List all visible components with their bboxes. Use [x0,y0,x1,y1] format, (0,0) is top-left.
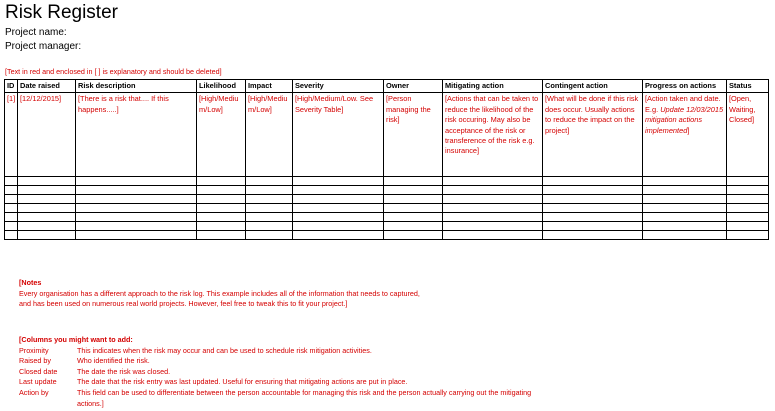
empty-cell[interactable] [643,195,727,204]
column-name: Closed date [19,366,58,376]
empty-cell[interactable] [197,204,246,213]
empty-cell[interactable] [543,177,643,186]
empty-cell[interactable] [727,231,769,240]
empty-cell[interactable] [384,195,443,204]
column-desc: This indicates when the risk may occur and can be used to schedule risk mitigation activities. [77,345,372,355]
empty-cell[interactable] [727,222,769,231]
empty-cell[interactable] [643,231,727,240]
empty-cell[interactable] [5,222,18,231]
empty-cell[interactable] [293,213,384,222]
empty-cell[interactable] [543,231,643,240]
empty-cell[interactable] [5,204,18,213]
col-header-likelihood: Likelihood [197,80,246,93]
empty-cell[interactable] [384,222,443,231]
empty-cell[interactable] [293,186,384,195]
column-name: Proximity [19,345,49,355]
empty-cell[interactable] [5,195,18,204]
empty-cell[interactable] [727,177,769,186]
empty-cell[interactable] [293,231,384,240]
col-header-id: ID [5,80,18,93]
empty-cell[interactable] [293,204,384,213]
notes-line-2: and has been used on numerous real world projects. However, feel free to tweak this to fit your project.] [19,299,348,309]
empty-cell[interactable] [293,222,384,231]
column-desc: The date that the risk entry was last updated. Useful for ensuring that mitigating actions are put in place. [77,377,408,387]
column-suggestion [19,367,547,378]
empty-cell[interactable] [5,186,18,195]
additional-columns-heading: [Columns you might want to add: [19,335,133,344]
empty-cell[interactable] [727,195,769,204]
empty-cell[interactable] [727,213,769,222]
empty-cell[interactable] [197,195,246,204]
empty-cell[interactable] [443,186,543,195]
column-suggestion [19,356,547,367]
column-name: Last update [19,377,57,387]
col-header-contingent-action: Contingent action [543,80,643,93]
empty-cell[interactable] [293,177,384,186]
empty-cell[interactable] [543,222,643,231]
page-title: Risk Register [5,2,118,23]
notes-section [19,278,420,310]
col-header-progress: Progress on actions [643,80,727,93]
empty-cell[interactable] [384,213,443,222]
notes-heading: [Notes [19,278,42,287]
empty-cell[interactable] [197,186,246,195]
column-suggestion [19,346,547,357]
empty-cell[interactable] [246,213,293,222]
empty-cell[interactable] [643,177,727,186]
col-header-risk-description: Risk description [76,80,197,93]
empty-cell[interactable] [18,204,76,213]
empty-cell[interactable] [76,231,197,240]
column-desc: This field can be used to differentiate between the person accountable for managing this risk and the person actually carrying out the mitigating actions.] [77,387,532,408]
empty-cell[interactable] [246,231,293,240]
empty-cell[interactable] [18,213,76,222]
empty-cell[interactable] [543,186,643,195]
table-row [5,204,769,213]
cell-mitigating-action[interactable]: [Actions that can be taken to reduce the likelihood of the risk occuring. May also be acceptance of the risk or transference of the risk e.g. insurance] [443,93,543,177]
col-header-severity: Severity [293,80,384,93]
empty-cell[interactable] [543,195,643,204]
cell-date-raised[interactable]: [12/12/2015] [18,93,76,177]
column-desc: The date the risk was closed. [77,366,171,376]
risk-register-table [4,79,769,240]
explanatory-note: [Text in red and enclosed in [ ] is explanatory and should be deleted] [5,67,222,76]
empty-cell[interactable] [443,222,543,231]
empty-cell[interactable] [293,195,384,204]
empty-cell[interactable] [18,195,76,204]
cell-contingent-action[interactable]: [What will be done if this risk does occur. Usually actions to reduce the impact on the project] [543,93,643,177]
empty-cell[interactable] [443,177,543,186]
progress-suffix: ] [687,125,690,135]
empty-cell[interactable] [18,231,76,240]
project-name-label: Project name: [5,27,67,38]
table-row [5,177,769,186]
additional-columns-section [19,335,547,409]
empty-cell[interactable] [5,231,18,240]
empty-cell[interactable] [384,204,443,213]
empty-cell[interactable] [246,222,293,231]
column-name: Action by [19,387,49,397]
empty-cell[interactable] [543,213,643,222]
table-row [5,195,769,204]
empty-cell[interactable] [443,231,543,240]
empty-cell[interactable] [197,213,246,222]
cell-likelihood[interactable]: [High/Medium/Low] [197,93,246,177]
empty-cell[interactable] [76,186,197,195]
table-row [5,231,769,240]
column-desc: Who identified the risk. [77,356,150,366]
cell-owner[interactable]: [Person managing the risk] [384,93,443,177]
table-header-row [5,80,769,93]
empty-cell[interactable] [643,213,727,222]
empty-cell[interactable] [197,177,246,186]
notes-line-1: Every organisation has a different approach to the risk log. This example includes all of the information that needs to captured, [19,288,420,298]
empty-cell[interactable] [5,177,18,186]
empty-cell[interactable] [543,204,643,213]
cell-status[interactable]: [Open, Waiting, Closed] [727,93,769,177]
empty-cell[interactable] [18,186,76,195]
empty-cell[interactable] [443,204,543,213]
empty-cell[interactable] [76,222,197,231]
empty-cell[interactable] [384,177,443,186]
progress-prefix: [Action taken and date. E.g. [645,94,721,114]
cell-id[interactable]: [1] [5,93,18,177]
empty-cell[interactable] [76,213,197,222]
empty-cell[interactable] [197,231,246,240]
empty-cell[interactable] [643,186,727,195]
cell-impact[interactable]: [High/Medium/Low] [246,93,293,177]
cell-progress[interactable] [643,93,727,177]
empty-cell[interactable] [643,222,727,231]
table-row [5,186,769,195]
empty-cell[interactable] [76,195,197,204]
empty-cell[interactable] [443,195,543,204]
col-header-impact: Impact [246,80,293,93]
empty-cell[interactable] [246,195,293,204]
column-suggestion [19,377,547,388]
empty-cell[interactable] [246,204,293,213]
col-header-mitigating-action: Mitigating action [443,80,543,93]
col-header-date-raised: Date raised [18,80,76,93]
empty-cell[interactable] [246,177,293,186]
cell-severity[interactable]: [High/Medium/Low. See Severity Table] [293,93,384,177]
column-name: Raised by [19,356,51,366]
empty-cell[interactable] [727,204,769,213]
empty-cell[interactable] [246,186,293,195]
column-suggestion [19,388,547,409]
empty-cell[interactable] [18,177,76,186]
col-header-owner: Owner [384,80,443,93]
cell-risk-description[interactable]: [There is a risk that.... If this happens.....] [76,93,197,177]
empty-cell[interactable] [727,186,769,195]
empty-cell[interactable] [384,186,443,195]
empty-cell[interactable] [197,222,246,231]
project-manager-label: Project manager: [5,41,82,52]
example-row [5,93,769,177]
empty-cell[interactable] [76,177,197,186]
progress-example: Update 12/03/2015 mitigation actions implemented [645,104,724,135]
empty-cell[interactable] [18,222,76,231]
table-row [5,213,769,222]
col-header-status: Status [727,80,769,93]
empty-cell[interactable] [76,204,197,213]
empty-cell[interactable] [5,213,18,222]
empty-cell[interactable] [643,204,727,213]
table-row [5,222,769,231]
empty-cell[interactable] [384,231,443,240]
empty-cell[interactable] [443,213,543,222]
